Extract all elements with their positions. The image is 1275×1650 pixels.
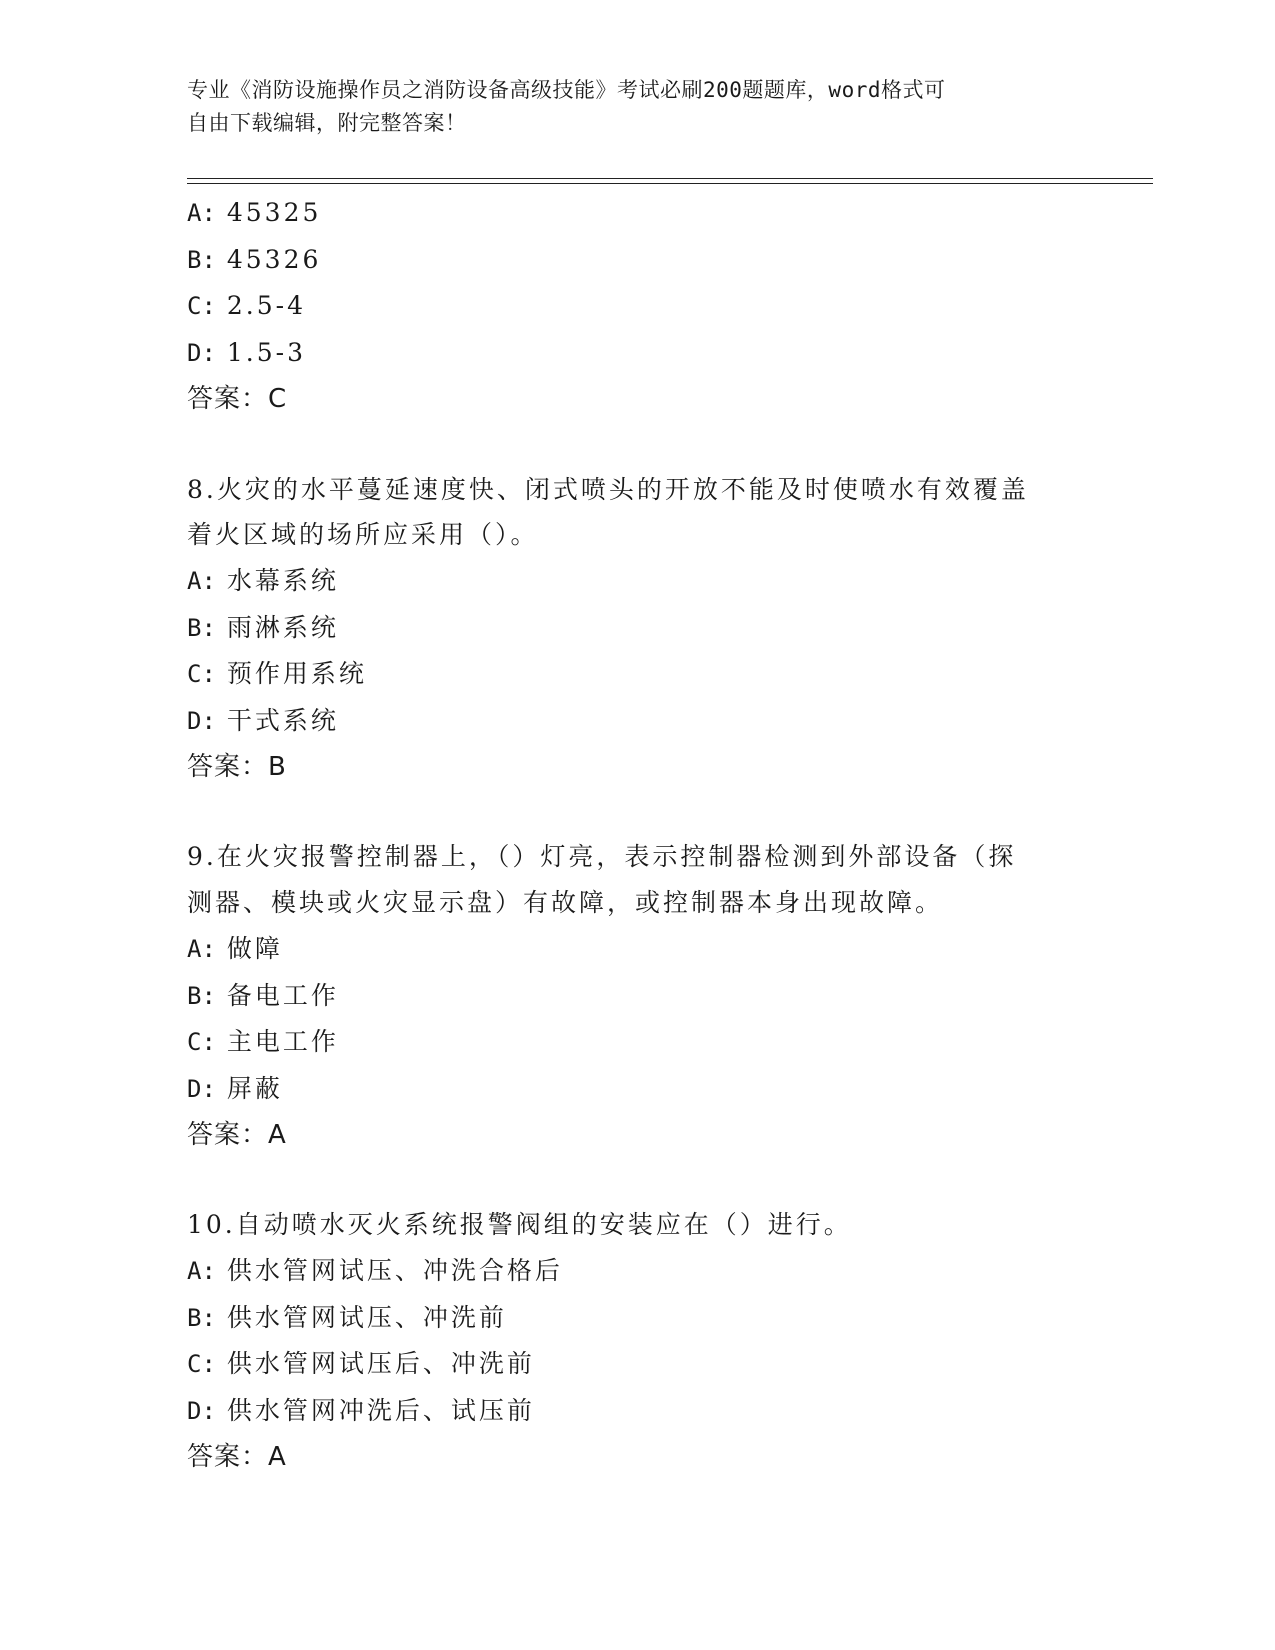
option-text: 供水管网试压后、冲洗前 [226, 1349, 535, 1379]
question-stem-line: 着火区域的场所应采用（）。 [187, 520, 539, 550]
option-b [187, 237, 1087, 284]
question-list [187, 190, 1087, 1481]
question-9 [187, 834, 1087, 1158]
question-8 [187, 467, 1087, 791]
header-divider-bottom [187, 183, 1153, 184]
option-text: 45326 [226, 244, 322, 274]
option-letter: A: [187, 1257, 216, 1286]
option-letter: B: [187, 981, 216, 1010]
option-letter: D: [187, 1074, 216, 1103]
header-line-1: 专业《消防设施操作员之消防设备高级技能》考试必刷200题题库，word格式可 [187, 78, 946, 102]
option-text: 干式系统 [226, 706, 339, 736]
option-letter: A: [187, 934, 216, 963]
header-line-2: 自由下载编辑，附完整答案！ [187, 111, 467, 135]
option-text: 备电工作 [226, 980, 339, 1010]
question-stem-line: 8.火灾的水平蔓延速度快、闭式喷头的开放不能及时使喷水有效覆盖 [187, 474, 1029, 504]
option-d [187, 330, 1087, 377]
option-letter: D: [187, 1397, 216, 1426]
option-text: 水幕系统 [226, 565, 339, 595]
header-divider-top [187, 178, 1153, 179]
option-b [187, 1295, 1087, 1342]
option-text: 屏蔽 [226, 1073, 283, 1103]
option-letter: B: [187, 245, 216, 274]
option-text: 雨淋系统 [226, 612, 339, 642]
option-letter: A: [187, 566, 216, 595]
option-text: 供水管网冲洗后、试压前 [226, 1396, 535, 1426]
option-text: 供水管网试压、冲洗合格后 [226, 1256, 563, 1286]
option-d [187, 1066, 1087, 1113]
option-letter: C: [187, 660, 216, 689]
option-a [187, 926, 1087, 973]
document-header [187, 74, 1067, 140]
spacer [187, 1158, 1087, 1202]
option-b [187, 605, 1087, 652]
option-letter: A: [187, 199, 216, 227]
option-b [187, 973, 1087, 1020]
option-letter: D: [187, 339, 216, 368]
option-letter: C: [187, 1350, 216, 1379]
option-text: 预作用系统 [226, 659, 367, 689]
option-d [187, 698, 1087, 745]
option-letter: B: [187, 613, 216, 642]
option-letter: C: [187, 292, 216, 321]
option-a [187, 190, 1087, 237]
option-letter: B: [187, 1303, 216, 1332]
option-text: 45325 [226, 198, 322, 227]
option-text: 供水管网试压、冲洗前 [226, 1302, 507, 1332]
option-c [187, 1019, 1087, 1066]
answer-line: 答案：A [187, 1119, 287, 1150]
question-10 [187, 1202, 1087, 1480]
option-text: 做障 [226, 933, 283, 963]
option-c [187, 651, 1087, 698]
question-7 [187, 190, 1087, 423]
option-d [187, 1388, 1087, 1435]
option-letter: C: [187, 1028, 216, 1057]
option-letter: D: [187, 707, 216, 736]
question-stem-line: 9.在火灾报警控制器上，（）灯亮，表示控制器检测到外部设备（探 [187, 842, 1017, 872]
option-a [187, 558, 1087, 605]
option-text: 1.5-3 [226, 338, 306, 368]
spacer [187, 423, 1087, 467]
option-a [187, 1248, 1087, 1295]
answer-line: 答案：A [187, 1441, 287, 1472]
answer-line: 答案：C [187, 383, 288, 414]
spacer [187, 790, 1087, 834]
option-c [187, 1341, 1087, 1388]
question-stem-line: 10.自动喷水灭火系统报警阀组的安装应在（）进行。 [187, 1210, 852, 1240]
answer-line: 答案：B [187, 751, 287, 782]
option-text: 2.5-4 [226, 291, 306, 321]
option-text: 主电工作 [226, 1027, 339, 1057]
option-c [187, 283, 1087, 330]
question-stem-line: 测器、模块或火灾显示盘）有故障，或控制器本身出现故障。 [187, 888, 944, 918]
